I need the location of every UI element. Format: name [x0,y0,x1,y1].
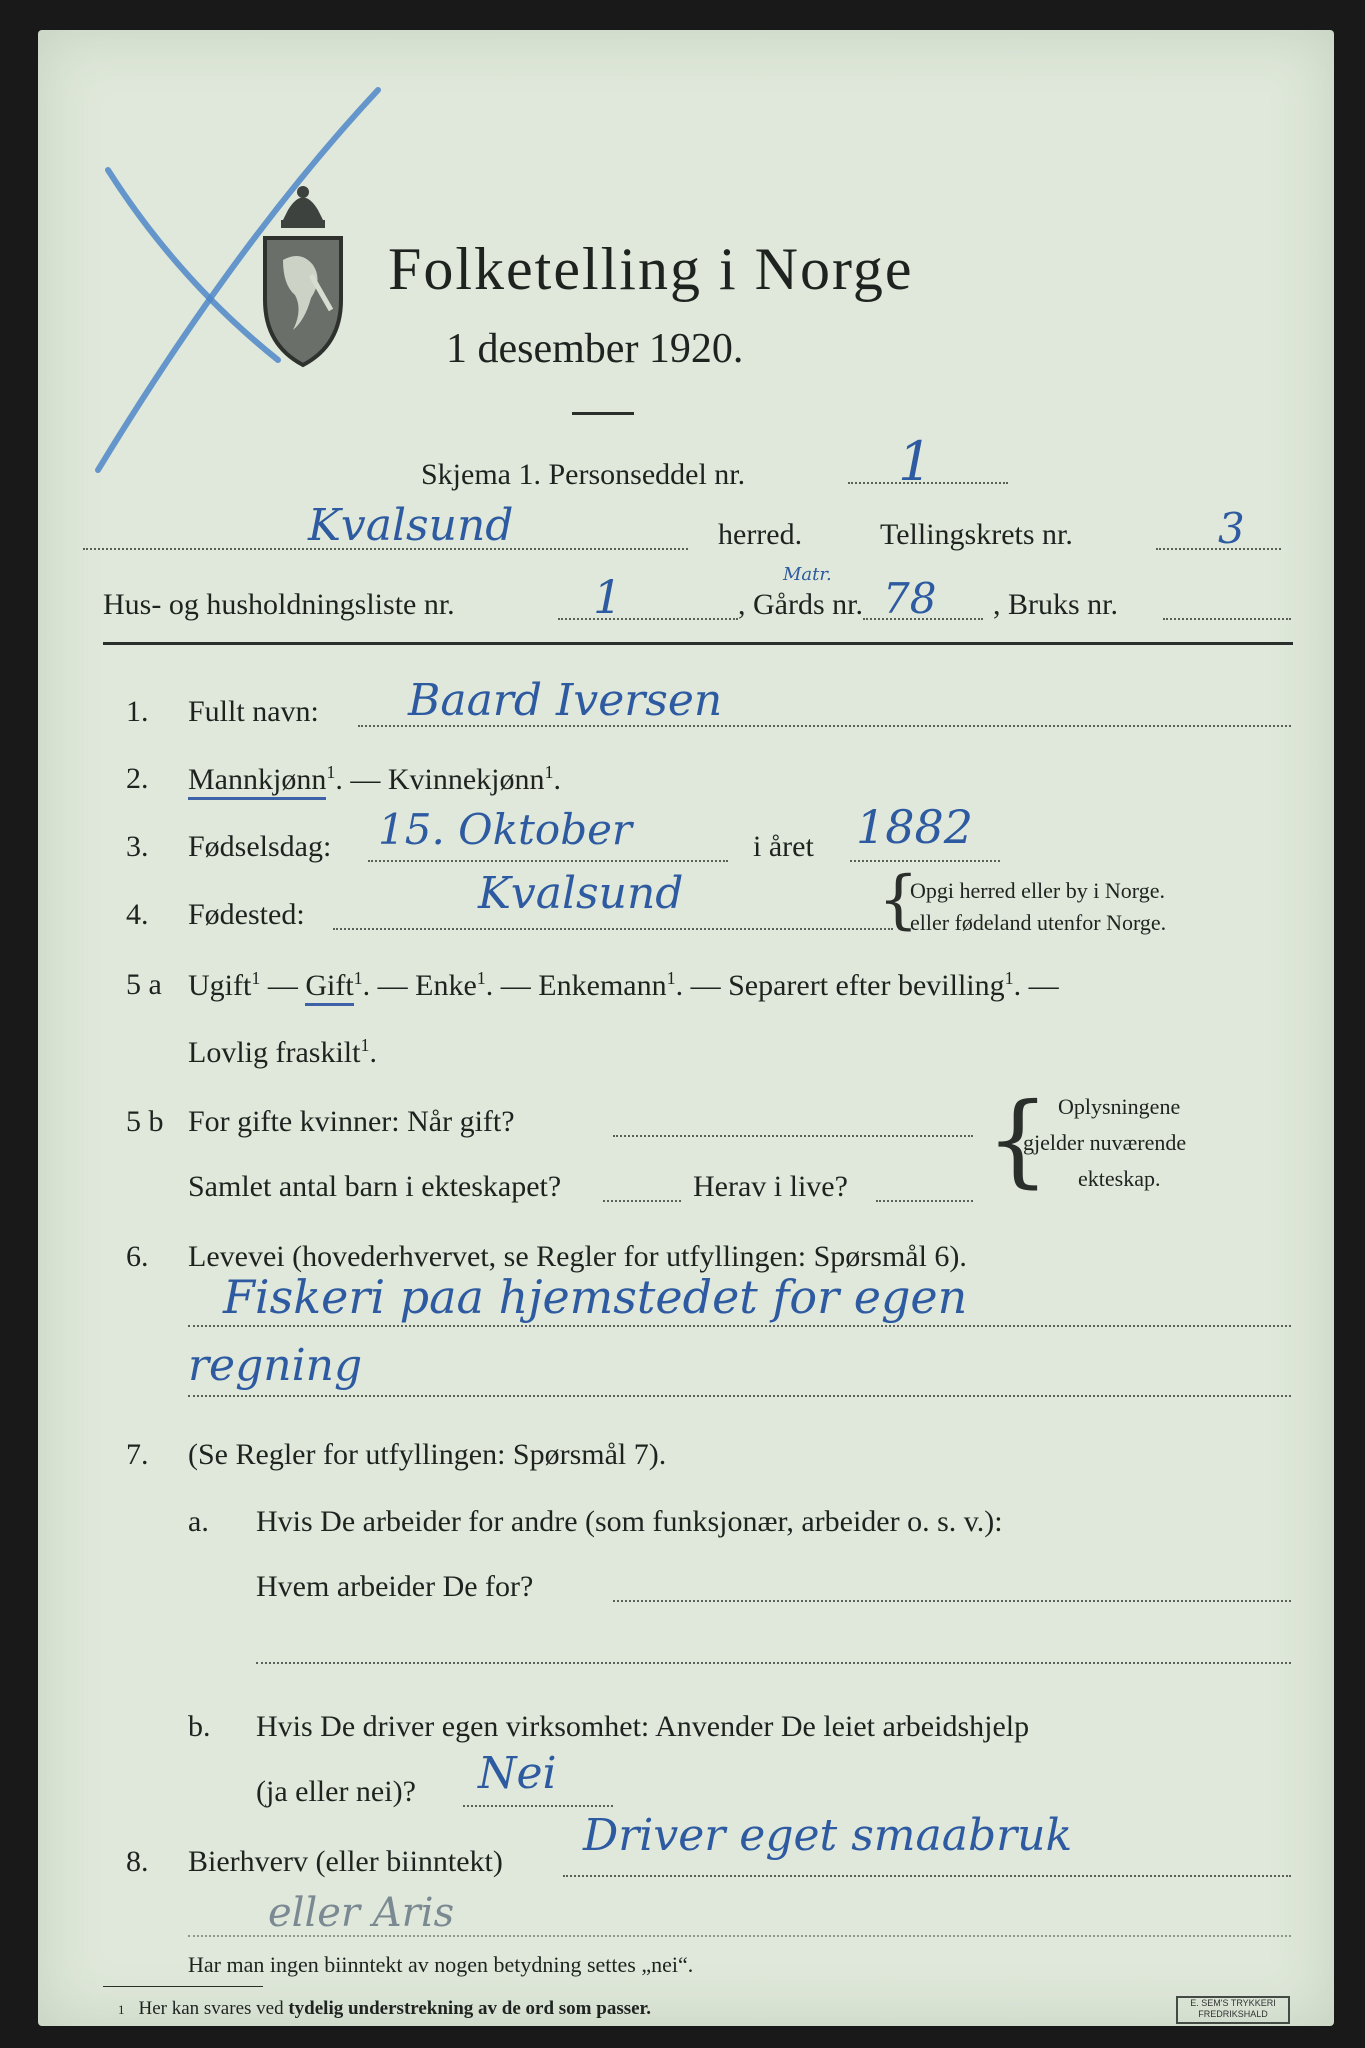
q5b-number: 5 b [126,1105,164,1138]
herred-value: Kvalsund [308,500,514,551]
q4-note-1: Opgi herred eller by i Norge. [910,878,1165,903]
q5a-lovlig-sup: 1 [360,1035,370,1055]
footnote-marker: 1 [118,2002,125,2017]
q5a-separert-sup: 1 [1004,968,1014,988]
q3-number: 3. [126,830,149,863]
q5a-enkemann-option: Enkemann [538,969,667,1002]
q5a-separert-option: Separert efter bevilling [728,969,1005,1002]
hus-label: Hus- og husholdningsliste nr. [103,588,455,621]
q6-dots-2 [188,1395,1291,1397]
q7-number: 7. [126,1438,149,1471]
q7b-label: Hvis De driver egen virksomhet: Anvender De leiet arbeidshjelp [256,1710,1030,1743]
q2-female-option: Kvinnekjønn [387,763,545,796]
q7b-value: Nei [478,1748,557,1799]
q7a-dots-1 [613,1600,1291,1602]
q7-label: (Se Regler for utfyllingen: Spørsmål 7). [188,1438,667,1471]
q4-value: Kvalsund [478,868,684,919]
q5a-lovlig: Lovlig fraskilt$^1$. [188,1035,377,1069]
census-form [38,30,1334,2026]
form-title: Folketelling i Norge [388,236,914,302]
q5a-gift-sup: 1 [353,968,363,988]
hus-value: 1 [593,570,623,624]
q3-year-value: 1882 [856,800,974,854]
q5a-enkemann-sup: 1 [666,968,676,988]
bruks-label: , Bruks nr. [993,588,1119,621]
q8-note: Har man ingen biinntekt av nogen betydning settes „nei“. [188,1952,694,1977]
q5b-brace: { [986,1081,1050,1198]
q5b-barn-dots [603,1200,681,1202]
herred-label: herred. [718,518,803,551]
q8-label: Bierhverv (eller biinntekt) [188,1845,503,1878]
q3-label: Fødselsdag: [188,830,332,863]
bruks-dots [1163,618,1291,620]
q6-value-2: regning [188,1340,363,1391]
coat-of-arms-icon [253,180,353,370]
q5a-enke-sup: 1 [476,968,486,988]
q5b-live-dots [876,1200,973,1202]
q5b-barn-label: Samlet antal barn i ekteskapet? [188,1170,562,1203]
q2-sep: . — [335,763,388,796]
section-rule [103,642,1293,645]
form-date: 1 desember 1920. [446,326,744,372]
q6-dots-1 [188,1325,1291,1327]
footnote-text-1: Her kan svares ved [138,1998,284,2019]
q8-dots [563,1875,1291,1877]
q5b-live-label: Herav i live? [693,1170,848,1203]
q3-year-dots [850,860,1000,862]
q7a-dots-2 [256,1662,1291,1664]
gards-annotation: Matr. [783,564,832,585]
q5a-lovlig-option: Lovlig fraskilt [188,1036,361,1069]
q5a-ugift-option: Ugift [188,969,252,1002]
q2-number: 2. [126,762,149,795]
q8-number: 8. [126,1845,149,1878]
q6-value-1: Fiskeri paa hjemstedet for egen [223,1270,968,1324]
q3-year-label: i året [753,830,814,863]
krets-label: Tellingskrets nr. [880,518,1073,551]
q4-number: 4. [126,898,149,931]
q3-value: 15. Oktober [378,805,633,854]
q7b-dots [463,1805,613,1807]
q8-value: Driver eget smaabruk [583,1810,1073,1861]
stamp-line-1: E. SEM'S TRYKKERI [1190,1998,1276,2008]
schema-value: 1 [898,430,933,493]
q5a-enke-option: Enke [415,969,477,1002]
q5a-number: 5 a [126,968,162,1001]
q8-value-2: eller Aris [268,1890,455,1936]
q4-label: Fødested: [188,898,305,931]
footnote [118,1998,651,2020]
q1-number: 1. [126,695,149,728]
q7b-question: (ja eller nei)? [256,1775,416,1808]
q1-value: Baard Iversen [408,675,723,726]
q5b-note-2: gjelder nuværende [1023,1130,1187,1155]
footnote-text-2: ord som passer. [525,1998,651,2019]
footnote-text-bold: tydelig understrekning av de [288,1998,521,2019]
q4-brace: { [878,863,919,937]
q7a-question: Hvem arbeider De for? [256,1570,534,1603]
q5b-note-3: ekteskap. [1078,1166,1161,1191]
gards-label: , Gårds nr. [738,588,863,621]
q2-male-option: Mannkjønn [188,763,326,800]
q1-label: Fullt navn: [188,695,319,728]
q4-note-2: eller fødeland utenfor Norge. [910,910,1167,935]
q5a-gift-option: Gift [305,969,353,1006]
q7a-label: Hvis De arbeider for andre (som funksjonær, arbeider o. s. v.): [256,1505,1003,1538]
stamp-line-2: FREDRIKSHALD [1198,2009,1268,2019]
q2-end: . [553,763,561,796]
hus-dots [558,618,738,620]
q3-dots [368,860,728,862]
q2-male-sup: 1 [326,762,336,782]
q2-gender [188,762,561,797]
printer-stamp [1176,1996,1290,2024]
footnote-rule [103,1986,263,1987]
gards-value: 78 [883,574,937,623]
krets-value: 3 [1218,504,1245,553]
q5b-note-1: Oplysningene [1058,1094,1181,1119]
q5a-options: Ugift$^1$ — Gift$^1$. — Enke$^1$. — Enkemann$^1$. — Separert efter bevilling$^1$. — [188,968,1059,1003]
q6-label: Levevei (hovederhvervet, se Regler for utfyllingen: Spørsmål 6). [188,1240,967,1273]
q5b-gift-dots [613,1135,973,1137]
header-rule [572,412,634,415]
q5b-label: For gifte kvinner: Når gift? [188,1105,515,1138]
q7a-letter: a. [188,1505,209,1538]
schema-label: Skjema 1. Personseddel nr. [421,458,746,491]
q2-female-sup: 1 [544,762,554,782]
q5a-ugift-sup: 1 [251,968,261,988]
q8-dots-2 [188,1935,1291,1937]
q6-number: 6. [126,1240,149,1273]
q4-dots [333,928,893,930]
q7b-letter: b. [188,1710,211,1743]
